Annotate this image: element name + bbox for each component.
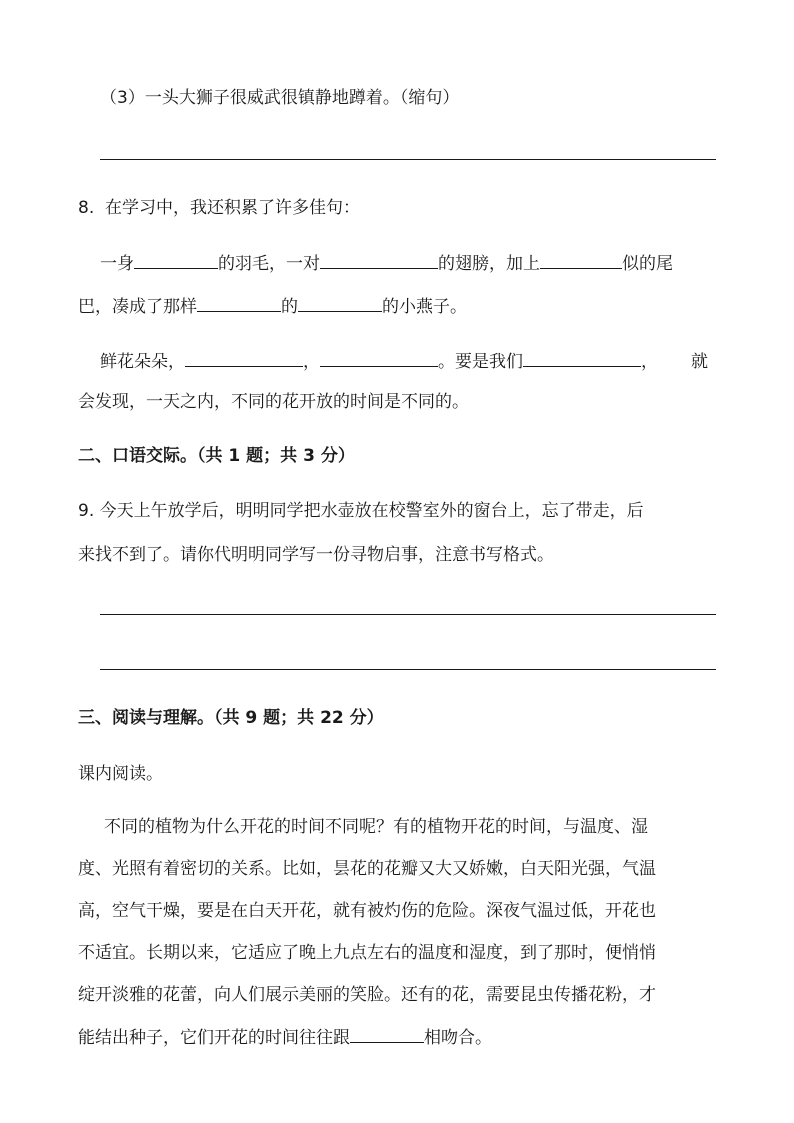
text-segment: 的翅膀，加上	[438, 254, 540, 274]
fill-blank[interactable]	[350, 1024, 424, 1043]
fill-line-2	[78, 293, 714, 319]
answer-line[interactable]	[100, 614, 716, 615]
text-segment: 能结出种子，它们开花的时间往往跟	[78, 1028, 350, 1048]
passage-line: 不适宜。长期以来，它适应了晚上九点左右的温度和湿度，到了那时，便悄悄	[78, 943, 656, 963]
answer-line[interactable]	[100, 669, 716, 670]
question-text: 一头大狮子很威武很镇静地蹲着。	[144, 88, 400, 108]
text-segment: 巴，凑成了那样	[78, 297, 197, 317]
question-9-line-1: 9. 今天上午放学后，明明同学把水壶放在校警室外的窗台上，忘了带走，后	[78, 501, 644, 521]
fill-blank[interactable]	[185, 348, 303, 367]
text-segment: ，	[641, 352, 658, 372]
passage-line: 度、光照有着密切的关系。比如，昙花的花瓣又大又娇嫩，白天阳光强，气温	[78, 859, 656, 879]
fill-line-3	[100, 348, 708, 374]
question-9-line-2: 来找不到了。请你代明明同学写一份寻物启事，注意书写格式。	[78, 545, 554, 565]
passage-line: 高，空气干燥，要是在白天开花，就有被灼伤的危险。深夜气温过低，开花也	[78, 901, 656, 921]
text-segment: 。要是我们	[438, 352, 523, 372]
fill-blank[interactable]	[197, 293, 281, 312]
question-8-stem	[78, 196, 714, 220]
fill-blank[interactable]	[540, 250, 622, 269]
question-7-3	[100, 86, 714, 110]
fill-line-1	[100, 250, 708, 276]
text-segment: 的羽毛，一对	[218, 254, 320, 274]
fill-blank[interactable]	[298, 293, 382, 312]
text-segment: 的小燕子。	[382, 297, 467, 317]
section-heading: 三、阅读与理解。（共 9 题；共 22 分）	[78, 708, 384, 728]
text-segment: 似的尾	[622, 254, 673, 274]
text-segment: 鲜花朵朵，	[100, 352, 185, 372]
question-note: （缩句）	[399, 88, 460, 108]
fill-blank[interactable]	[320, 250, 438, 269]
text-segment: 一身	[100, 254, 134, 274]
fill-blank[interactable]	[523, 348, 641, 367]
fill-blank[interactable]	[320, 348, 438, 367]
text-segment: 的	[281, 297, 298, 317]
section-heading: 二、口语交际。（共 1 题；共 3 分）	[78, 446, 355, 466]
passage-line: 不同的植物为什么开花的时间不同呢？有的植物开花的时间，与温度、湿	[104, 817, 648, 837]
text-segment: 就	[691, 352, 708, 372]
passage-line	[78, 1024, 714, 1050]
question-text: 在学习中，我还积累了许多佳句：	[105, 198, 361, 218]
text-segment: 相吻合。	[424, 1028, 492, 1048]
text-segment: ，	[303, 352, 320, 372]
item-number: （3）	[100, 88, 145, 108]
fill-blank[interactable]	[134, 250, 218, 269]
text-line: 会发现，一天之内，不同的花开放的时间是不同的。	[78, 392, 469, 412]
question-number: 8.	[78, 198, 95, 218]
answer-line[interactable]	[100, 159, 716, 160]
passage-line: 绽开淡雅的花蕾，向人们展示美丽的笑脸。还有的花，需要昆虫传播花粉，才	[78, 985, 656, 1005]
reading-intro: 课内阅读。	[78, 764, 163, 784]
